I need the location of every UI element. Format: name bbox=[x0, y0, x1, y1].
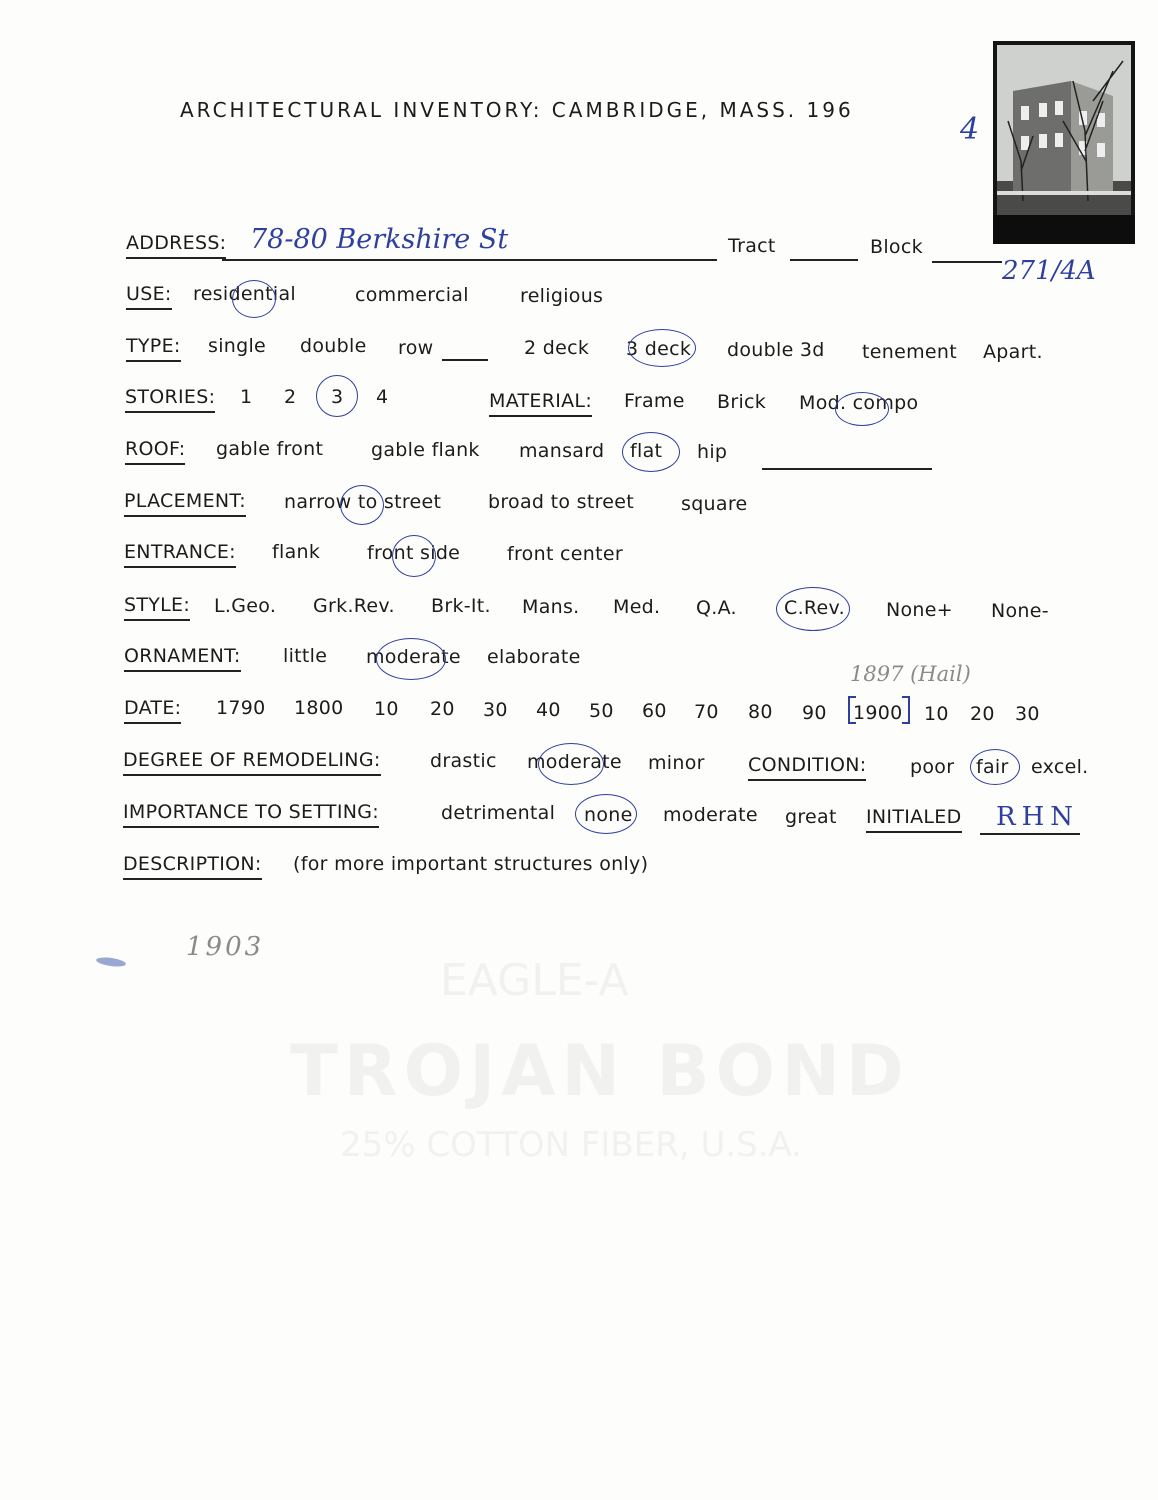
type-option[interactable]: double bbox=[300, 335, 367, 357]
use-label: USE: bbox=[126, 283, 172, 310]
date-option[interactable]: 20 bbox=[430, 698, 455, 720]
style-option[interactable]: None- bbox=[991, 600, 1049, 622]
stories-option[interactable]: 4 bbox=[376, 386, 389, 408]
ornament-option[interactable]: little bbox=[283, 645, 328, 667]
selection-circle bbox=[575, 794, 637, 834]
selection-circle bbox=[776, 587, 850, 631]
type-label: TYPE: bbox=[126, 335, 181, 362]
roof-blank-underline bbox=[762, 468, 932, 470]
entrance-option[interactable]: front side bbox=[367, 542, 461, 564]
date-annotation: 1897 (Hail) bbox=[850, 662, 971, 686]
remodeling-option[interactable]: drastic bbox=[430, 750, 497, 772]
material-label: MATERIAL: bbox=[489, 390, 592, 417]
style-option[interactable]: Mans. bbox=[522, 596, 580, 618]
ornament-option[interactable]: elaborate bbox=[487, 646, 581, 668]
date-option[interactable]: 60 bbox=[642, 700, 667, 722]
date-option[interactable]: 1790 bbox=[216, 697, 266, 719]
date-option[interactable]: 50 bbox=[589, 700, 614, 722]
stories-label: STORIES: bbox=[125, 386, 215, 413]
importance-label: IMPORTANCE TO SETTING: bbox=[123, 801, 379, 828]
stories-option[interactable]: 1 bbox=[240, 386, 253, 408]
date-label: DATE: bbox=[124, 697, 181, 724]
roof-option[interactable]: flat bbox=[630, 440, 663, 462]
date-option[interactable]: 1800 bbox=[294, 697, 344, 719]
type-option[interactable]: Apart. bbox=[983, 341, 1043, 363]
selection-circle bbox=[232, 280, 276, 318]
condition-option[interactable]: excel. bbox=[1031, 756, 1089, 778]
style-option[interactable]: L.Geo. bbox=[214, 595, 277, 617]
stories-option[interactable]: 2 bbox=[284, 386, 297, 408]
type-option[interactable]: single bbox=[208, 335, 267, 357]
condition-label: CONDITION: bbox=[748, 754, 866, 781]
style-option[interactable]: Q.A. bbox=[696, 597, 737, 619]
year-digit: 4 bbox=[960, 112, 980, 147]
condition-option[interactable]: fair bbox=[976, 756, 1009, 778]
entrance-label: ENTRANCE: bbox=[124, 541, 236, 568]
roof-option[interactable]: gable front bbox=[216, 438, 324, 460]
selection-circle bbox=[628, 329, 696, 367]
type-option[interactable]: 2 deck bbox=[524, 337, 590, 359]
importance-option[interactable]: none bbox=[584, 804, 633, 826]
initialed-label: INITIALED bbox=[866, 806, 962, 833]
building-photo bbox=[993, 41, 1135, 244]
tract-label: Tract bbox=[728, 235, 776, 257]
description-label: DESCRIPTION: bbox=[123, 853, 262, 880]
watermark-line-3: 25% COTTON FIBER, U.S.A. bbox=[340, 1125, 803, 1165]
placement-option[interactable]: square bbox=[681, 493, 748, 515]
selection-circle bbox=[376, 638, 446, 680]
selection-circle bbox=[970, 749, 1020, 785]
material-option[interactable]: Frame bbox=[624, 390, 685, 412]
date-option[interactable]: 30 bbox=[483, 699, 508, 721]
type-option[interactable]: row bbox=[398, 337, 434, 359]
placement-label: PLACEMENT: bbox=[124, 490, 246, 517]
remodeling-label: DEGREE OF REMODELING: bbox=[123, 749, 381, 776]
block-value[interactable]: 271/4A bbox=[1002, 256, 1096, 286]
roof-label: ROOF: bbox=[125, 438, 185, 465]
initialed-underline bbox=[980, 833, 1080, 835]
stories-option[interactable]: 3 bbox=[331, 386, 344, 408]
style-label: STYLE: bbox=[124, 594, 190, 621]
pencil-mark bbox=[96, 956, 127, 968]
block-label: Block bbox=[870, 236, 923, 258]
use-option[interactable]: commercial bbox=[355, 284, 469, 306]
tract-underline bbox=[790, 259, 858, 261]
form-title: ARCHITECTURAL INVENTORY: CAMBRIDGE, MASS. 196 bbox=[180, 98, 854, 122]
address-value[interactable]: 78-80 Berkshire St bbox=[250, 224, 509, 255]
material-option[interactable]: Brick bbox=[717, 391, 767, 413]
importance-option[interactable]: moderate bbox=[663, 804, 758, 826]
selection-circle bbox=[316, 375, 358, 417]
importance-option[interactable]: detrimental bbox=[441, 802, 556, 824]
style-option[interactable]: Grk.Rev. bbox=[313, 595, 395, 617]
selection-circle bbox=[392, 535, 436, 577]
watermark-line-1: EAGLE-A bbox=[440, 955, 629, 1006]
selection-circle bbox=[622, 432, 680, 472]
date-option[interactable]: 80 bbox=[748, 701, 773, 723]
entrance-option[interactable]: flank bbox=[272, 541, 321, 563]
condition-option[interactable]: poor bbox=[910, 756, 955, 778]
type-option[interactable]: double 3d bbox=[727, 339, 825, 361]
address-label: ADDRESS: bbox=[126, 232, 226, 259]
date-bracket-left bbox=[848, 696, 856, 724]
style-option[interactable]: Brk-It. bbox=[431, 595, 491, 617]
date-option[interactable]: 10 bbox=[924, 703, 949, 725]
style-option[interactable]: C.Rev. bbox=[784, 597, 845, 619]
ornament-option[interactable]: moderate bbox=[366, 646, 461, 668]
watermark-line-2: TROJAN BOND bbox=[290, 1030, 910, 1112]
date-option[interactable]: 70 bbox=[694, 701, 719, 723]
address-underline bbox=[222, 259, 717, 261]
date-option[interactable]: 30 bbox=[1015, 703, 1040, 725]
use-option[interactable]: residential bbox=[193, 283, 297, 305]
remodeling-option[interactable]: moderate bbox=[527, 751, 622, 773]
style-option[interactable]: None+ bbox=[886, 599, 953, 621]
building-photo-icon bbox=[993, 41, 1135, 244]
description-note: (for more important structures only) bbox=[293, 853, 649, 875]
date-option[interactable]: 40 bbox=[536, 699, 561, 721]
selection-circle bbox=[340, 485, 384, 525]
pencil-year: 1903 bbox=[186, 932, 265, 962]
type-option[interactable]: tenement bbox=[862, 341, 957, 363]
date-option[interactable]: 90 bbox=[802, 702, 827, 724]
style-option[interactable]: Med. bbox=[613, 596, 661, 618]
remodeling-option[interactable]: minor bbox=[648, 752, 705, 774]
date-bracket-right bbox=[902, 696, 910, 724]
row-underline bbox=[442, 359, 488, 361]
roof-option[interactable]: gable flank bbox=[371, 439, 480, 461]
ornament-label: ORNAMENT: bbox=[124, 645, 241, 672]
importance-option[interactable]: great bbox=[785, 806, 837, 828]
type-option[interactable]: 3 deck bbox=[626, 338, 692, 360]
use-option[interactable]: religious bbox=[520, 285, 604, 307]
date-option[interactable]: 20 bbox=[970, 703, 995, 725]
date-option[interactable]: 10 bbox=[374, 698, 399, 720]
placement-option[interactable]: broad to street bbox=[488, 491, 635, 513]
date-option[interactable]: 1900 bbox=[853, 702, 903, 724]
material-option[interactable]: Mod. compo bbox=[799, 392, 919, 414]
roof-option[interactable]: mansard bbox=[519, 440, 605, 462]
initialed-value[interactable]: RHN bbox=[996, 802, 1079, 832]
entrance-option[interactable]: front center bbox=[507, 543, 623, 565]
selection-circle bbox=[835, 392, 889, 426]
placement-option[interactable]: narrow to street bbox=[284, 491, 442, 513]
roof-option[interactable]: hip bbox=[697, 441, 728, 463]
block-underline bbox=[932, 261, 1002, 263]
selection-circle bbox=[538, 743, 604, 785]
